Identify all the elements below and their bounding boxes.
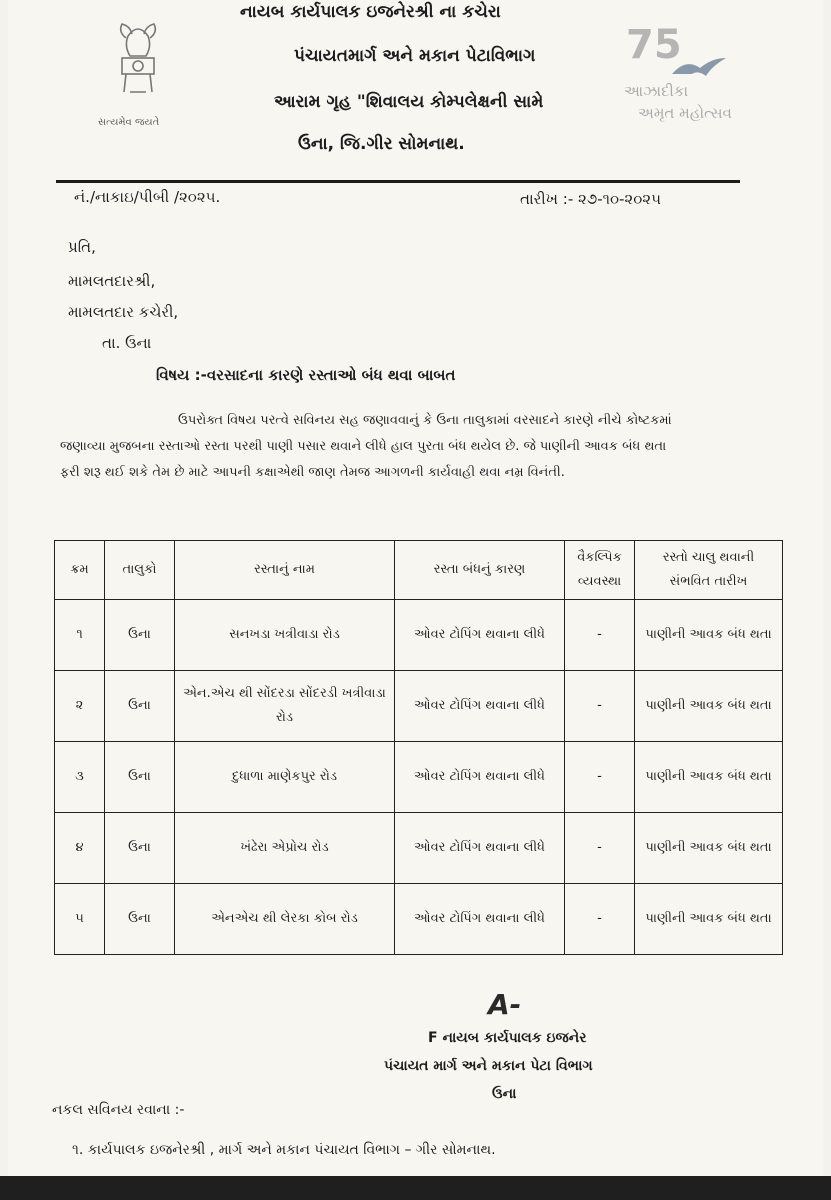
city-line: ઉના, જિ.ગીર સોમનાથ. [298,134,465,154]
cell-serial: ૩ [55,742,105,813]
cell-serial: ૫ [55,884,105,955]
cell-closure-reason: ઓવર ટોપિંગ થવાના લીધે [395,813,565,884]
to-line-1: પ્રતિ, [68,238,96,256]
column-header: રસ્તા બંધનું કારણ [395,541,565,600]
office-line: નાયબ કાર્યપાલક ઇજનેરશ્રી ના કચેરા [240,2,501,22]
cell-reopen-date: પાણીની આવક બંધ થતા [635,813,783,884]
cell-serial: ૧ [55,600,105,671]
column-header: વૈકલ્પિક વ્યવસ્થા [565,541,635,600]
cell-taluka: ઉના [105,600,175,671]
column-header: ક્રમ [55,541,105,600]
cell-taluka: ઉના [105,671,175,742]
address-line: આરામ ગૃહ "શિવાલય કોમ્પલેક્ષની સામે [274,92,544,112]
cell-reopen-date: પાણીની આવક બંધ થતા [635,671,783,742]
cell-taluka: ઉના [105,884,175,955]
cell-alternative: - [565,813,635,884]
column-header: તાલુકો [105,541,175,600]
cell-alternative: - [565,671,635,742]
table-row [55,671,783,742]
cell-alternative: - [565,600,635,671]
azadi-logo [620,22,800,132]
azadi-line1: આઝાદીકા [624,82,689,100]
to-line-2: મામલતદારશ્રી, [68,272,156,290]
ashoka-emblem-icon [98,18,178,113]
cell-reopen-date: પાણીની આવક બંધ થતા [635,742,783,813]
cell-road-name: એન.એચ થી સોંદરડા સોંદરડી ખત્રીવાડા રોડ [175,671,395,742]
body-line-1: ઉપરોક્ત વિષય પરત્વે સવિનય સહ જણાવવાનું કે ઉના તાલુકામાં વરસાદને કારણે નીચે કોષ્ટકમાં [178,413,672,428]
copy-item-1: ૧. કાર્યપાલક ઇજનેરશ્રી , માર્ગ અને મકાન પંચાયત વિભાગ – ગીર સોમનાથ. [72,1142,496,1158]
cell-reopen-date: પાણીની આવક બંધ થતા [635,600,783,671]
cell-alternative: - [565,742,635,813]
screen-bottom-bar [0,1176,831,1200]
letter-page [8,0,823,1200]
cell-serial: ૨ [55,671,105,742]
cell-road-name: એનએચ થી લેરકા કોબ રોડ [175,884,395,955]
letter-date: તારીખ :- ૨૭-૧૦-૨૦૨૫ [520,190,661,208]
cell-road-name: સનખડા ખત્રીવાડા રોડ [175,600,395,671]
roads-table [54,540,783,955]
cell-reopen-date: પાણીની આવક બંધ થતા [635,884,783,955]
cell-closure-reason: ઓવર ટોપિંગ થવાના લીધે [395,742,565,813]
signatory-title: F નાયબ કાર્યપાલક ઇજનેર [428,1030,587,1046]
azadi-line2: અમૃત મહોત્સવ [638,104,732,122]
column-header: રસ્તાનું નામ [175,541,395,600]
signature-mark: A- [488,988,522,1021]
table-row [55,813,783,884]
to-line-4: તા. ઉના [102,334,152,352]
reference-number: નં./નાકાઇ/પીબી /૨૦૨૫. [74,188,221,206]
table-header-row [55,541,783,600]
subject-line: વિષય :-વરસાદના કારણે રસ્તાઓ બંધ થવા બાબત [156,366,456,384]
cell-serial: ૪ [55,813,105,884]
cell-closure-reason: ઓવર ટોપિંગ થવાના લીધે [395,671,565,742]
bird-icon [670,52,730,82]
azadi-number: 75 [626,22,682,68]
header-divider [56,180,740,183]
table-row [55,742,783,813]
signatory-division: પંચાયત માર્ગ અને મકાન પેટા વિભાગ [384,1058,593,1074]
cell-road-name: ખંઢેરા એપ્રોચ રોડ [175,813,395,884]
cell-road-name: દુધાળા માણેકપુર રોડ [175,742,395,813]
national-emblem [98,18,178,128]
body-line-2: જણાવ્યા મુજબના રસ્તાઓ રસ્તા પરથી પાણી પસાર થવાને લીધે હાલ પુરતા બંધ થયેલ છે. જે પાણીની આવક બંધ થતા [60,439,667,454]
body-paragraph [60,408,780,486]
cell-closure-reason: ઓવર ટોપિંગ થવાના લીધે [395,600,565,671]
signatory-location: ઉના [492,1086,517,1102]
to-line-3: મામલતદાર કચેરી, [68,303,179,321]
cell-taluka: ઉના [105,813,175,884]
copy-heading: નકલ સવિનય રવાના :- [52,1102,185,1118]
body-line-3: ફરી શરૂ થઈ શકે તેમ છે માટે આપની કક્ષાએથી જાણ તેમજ આગળની કાર્યવાહી થવા નમ્ર વિનંતી. [60,465,565,480]
table-row [55,884,783,955]
cell-closure-reason: ઓવર ટોપિંગ થવાના લીધે [395,884,565,955]
cell-alternative: - [565,884,635,955]
emblem-caption: સત્યમેવ જયતે [98,117,160,128]
column-header: રસ્તો ચાલુ થવાની સંભવિત તારીખ [635,541,783,600]
division-line: પંચાયતમાર્ગ અને મકાન પેટાવિભાગ [294,46,536,66]
cell-taluka: ઉના [105,742,175,813]
table-row [55,600,783,671]
